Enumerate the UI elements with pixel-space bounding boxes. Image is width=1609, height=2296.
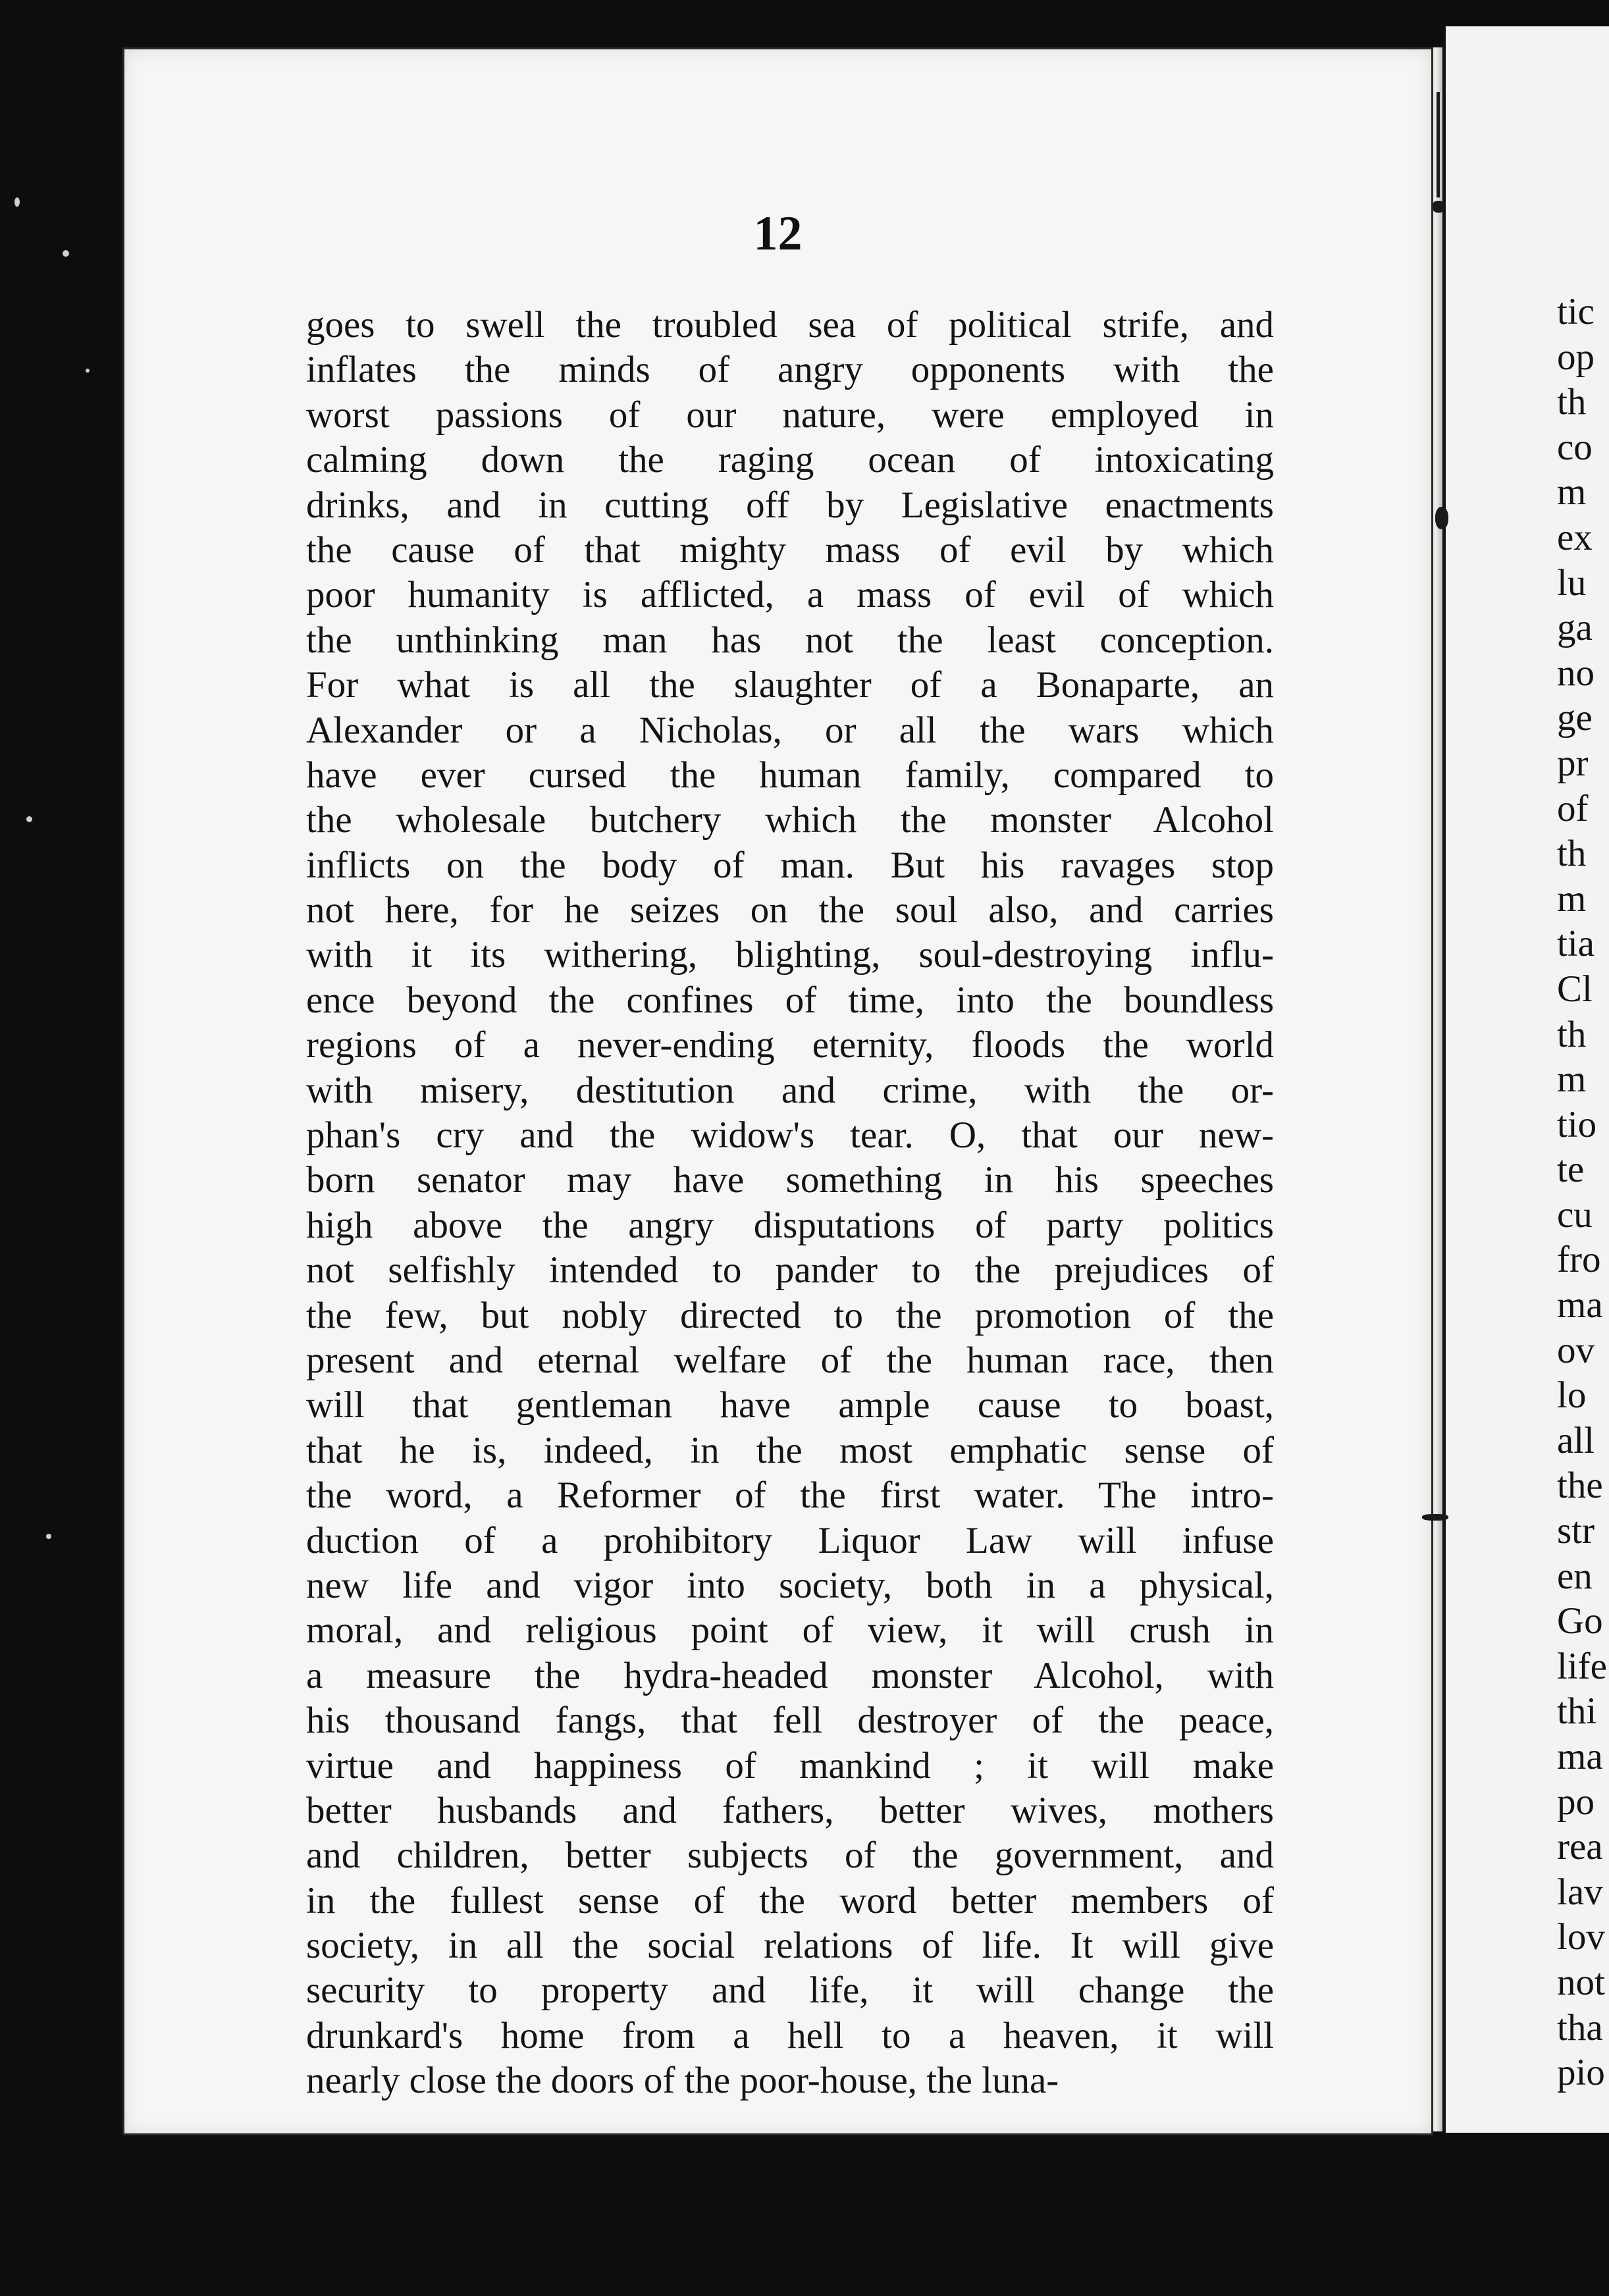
adjacent-page-fragment: po	[1557, 1781, 1595, 1823]
text-line: not here, for he seizes on the soul also, and carries	[306, 889, 1274, 931]
adjacent-page-fragment: pr	[1557, 742, 1589, 784]
adjacent-page-fragment: th	[1557, 381, 1587, 423]
text-line: regions of a never-ending eternity, floods the world	[306, 1024, 1274, 1066]
film-speck	[14, 197, 20, 207]
adjacent-page-fragment: of	[1557, 787, 1589, 829]
text-line: society, in all the social relations of life. It will give	[306, 1925, 1274, 1967]
adjacent-page-fragment: ma	[1557, 1284, 1603, 1326]
text-line: nearly close the doors of the poor-house, the luna-	[306, 2060, 1059, 2102]
film-speck	[86, 369, 90, 373]
text-line: ence beyond the confines of time, into the boundless	[306, 979, 1274, 1021]
page-number: 12	[753, 207, 803, 261]
text-line: virtue and happiness of mankind ; it will make	[306, 1744, 1274, 1787]
text-line: moral, and religious point of view, it will crush in	[306, 1609, 1274, 1652]
adjacent-page-fragment: all	[1557, 1419, 1595, 1461]
text-line: phan's cry and the widow's tear. O, that our new-	[306, 1114, 1274, 1157]
gutter-mark	[1422, 1514, 1448, 1521]
adjacent-page-fragment: the	[1557, 1465, 1603, 1507]
text-line: not selfishly intended to pander to the prejudices of	[306, 1249, 1274, 1292]
text-line: poor humanity is afflicted, a mass of evil of which	[306, 574, 1274, 616]
adjacent-page-fragment: not	[1557, 1961, 1605, 2003]
adjacent-page-fragment: cu	[1557, 1193, 1593, 1236]
adjacent-page-fragment: ex	[1557, 516, 1593, 558]
adjacent-page-fragment: m	[1557, 877, 1587, 920]
adjacent-page-fragment: str	[1557, 1510, 1595, 1552]
text-line: better husbands and fathers, better wives, mothers	[306, 1789, 1274, 1831]
text-line: inflicts on the body of man. But his ravages stop	[306, 844, 1274, 886]
adjacent-page-fragment: th	[1557, 833, 1587, 875]
text-line: drinks, and in cutting off by Legislative enactments	[306, 484, 1274, 526]
adjacent-page-fragment: m	[1557, 471, 1587, 513]
text-line: his thousand fangs, that fell destroyer of the peace,	[306, 1700, 1274, 1742]
text-line: high above the angry disputations of party politics	[306, 1204, 1274, 1246]
text-line: new life and vigor into society, both in a physical,	[306, 1564, 1274, 1606]
text-line: a measure the hydra-headed monster Alcohol, with	[306, 1654, 1274, 1696]
adjacent-page-fragment: ge	[1557, 697, 1593, 739]
adjacent-page-fragment: ma	[1557, 1736, 1603, 1777]
adjacent-page-fragment: op	[1557, 336, 1595, 378]
body-text	[306, 303, 1274, 2104]
text-line: the cause of that mighty mass of evil by which	[306, 529, 1274, 571]
adjacent-page-fragment: m	[1557, 1058, 1587, 1101]
film-speck	[26, 816, 32, 822]
text-line: with misery, destitution and crime, with the or-	[306, 1069, 1274, 1111]
text-line: in the fullest sense of the word better members of	[306, 1879, 1274, 1921]
adjacent-page-fragment: lo	[1557, 1374, 1587, 1417]
gutter-mark	[1433, 201, 1444, 213]
text-line: duction of a prohibitory Liquor Law will infuse	[306, 1519, 1274, 1561]
adjacent-page-fragment: lu	[1557, 561, 1587, 604]
gutter-mark	[1435, 507, 1448, 529]
text-line: that he is, indeed, in the most emphatic sense of	[306, 1429, 1274, 1471]
adjacent-page-fragment: pio	[1557, 2052, 1605, 2094]
text-line: Alexander or a Nicholas, or all the wars which	[306, 709, 1274, 751]
text-line: present and eternal welfare of the human race, then	[306, 1339, 1274, 1381]
film-speck	[63, 250, 69, 257]
adjacent-page-fragment: en	[1557, 1555, 1593, 1597]
adjacent-page-fragment: th	[1557, 1013, 1587, 1055]
adjacent-page-fragment: fro	[1557, 1239, 1601, 1281]
adjacent-page-fragment: tia	[1557, 923, 1595, 965]
text-line: For what is all the slaughter of a Bonaparte, an	[306, 664, 1274, 706]
adjacent-page-fragment: no	[1557, 652, 1595, 694]
gutter-mark	[1437, 92, 1440, 197]
text-line: born senator may have something in his speeches	[306, 1159, 1274, 1201]
adjacent-page-fragment: life	[1557, 1645, 1607, 1687]
adjacent-page-text	[1557, 290, 1609, 2096]
adjacent-page-fragment: lov	[1557, 1916, 1605, 1958]
text-line: the wholesale butchery which the monster Alcohol	[306, 799, 1274, 841]
text-line: security to property and life, it will change the	[306, 1970, 1274, 2012]
adjacent-page-fragment: Go	[1557, 1600, 1603, 1642]
text-line: the unthinking man has not the least conception.	[306, 619, 1274, 661]
text-line: goes to swell the troubled sea of political strife, and	[306, 304, 1274, 346]
text-line: worst passions of our nature, were employed in	[306, 394, 1274, 436]
text-line: and children, better subjects of the government, and	[306, 1835, 1274, 1877]
adjacent-page-fragment: tha	[1557, 2006, 1603, 2048]
text-line: the word, a Reformer of the first water. The intro-	[306, 1474, 1274, 1517]
text-line: inflates the minds of angry opponents with the	[306, 349, 1274, 391]
adjacent-page-fragment: rea	[1557, 1826, 1603, 1868]
text-line: have ever cursed the human family, compared to	[306, 754, 1274, 796]
adjacent-page-fragment: tic	[1557, 291, 1595, 332]
adjacent-page-fragment: ov	[1557, 1329, 1595, 1371]
text-line: the few, but nobly directed to the promotion of the	[306, 1294, 1274, 1336]
adjacent-page-fragment: Cl	[1557, 968, 1593, 1010]
adjacent-page-fragment: te	[1557, 1149, 1585, 1191]
adjacent-page-fragment: co	[1557, 426, 1593, 468]
text-line: calming down the raging ocean of intoxicating	[306, 439, 1274, 481]
film-speck	[46, 1534, 51, 1539]
adjacent-page-fragment: tio	[1557, 1103, 1597, 1145]
text-line: with it its withering, blighting, soul-destroying influ-	[306, 934, 1274, 976]
adjacent-page-fragment: ga	[1557, 607, 1593, 649]
adjacent-page-fragment: lav	[1557, 1871, 1603, 1913]
text-line: drunkard's home from a hell to a heaven, it will	[306, 2014, 1274, 2056]
text-line: will that gentleman have ample cause to boast,	[306, 1384, 1274, 1426]
adjacent-page-fragment: thi	[1557, 1690, 1597, 1733]
